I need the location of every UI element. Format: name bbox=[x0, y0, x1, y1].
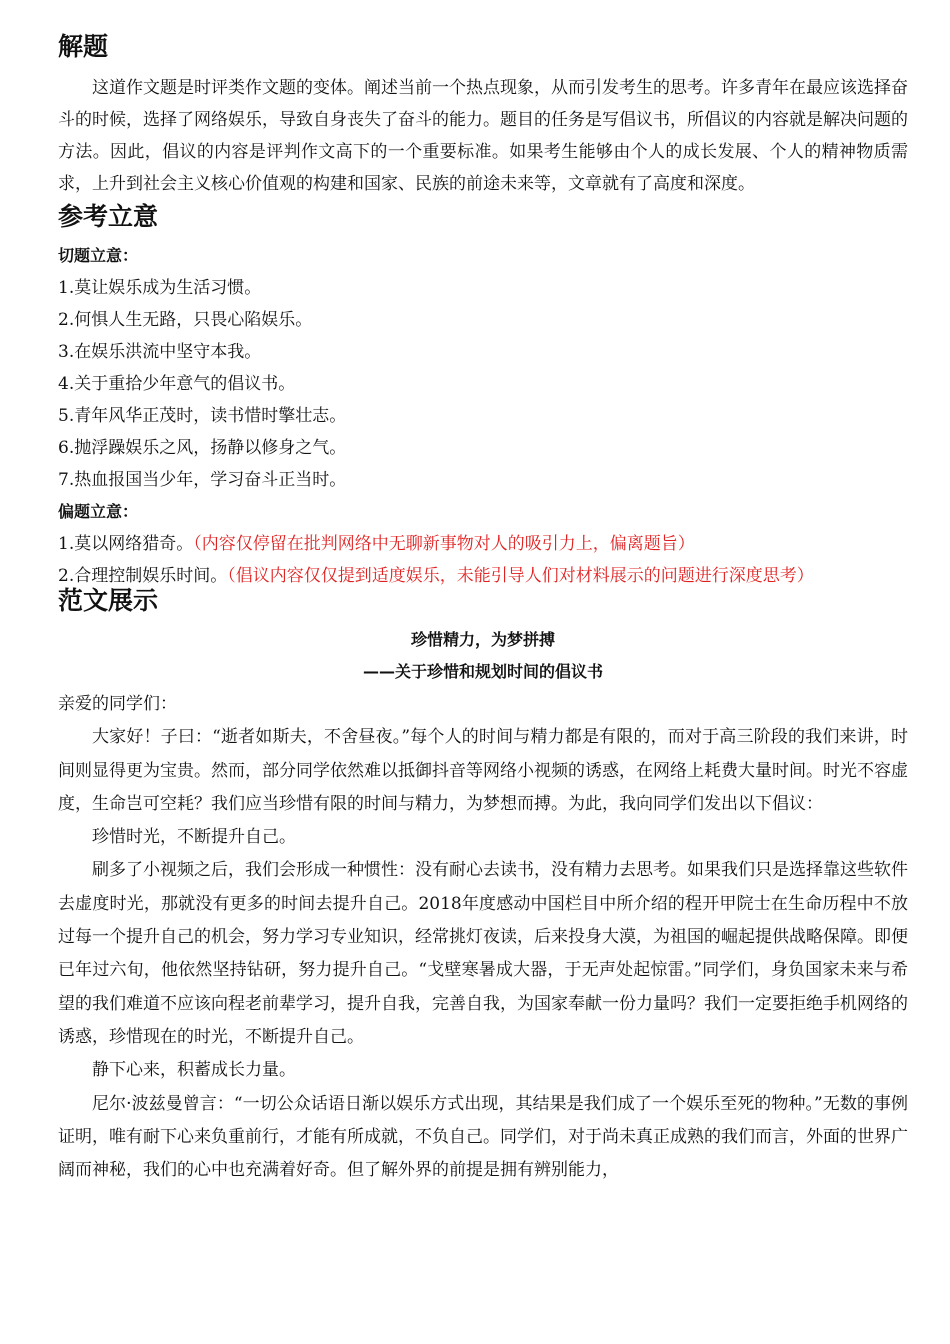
on-topic-item: 4.关于重拾少年意气的倡议书。 bbox=[58, 374, 296, 394]
essay-title: 珍惜精力，为梦拼搏 bbox=[410, 630, 555, 649]
essay-subtitle: ——关于珍惜和规划时间的倡议书 bbox=[362, 662, 603, 681]
off-topic-text: 2.合理控制娱乐时间。 bbox=[58, 566, 228, 586]
document-page bbox=[58, 30, 908, 1187]
off-topic-note: （倡议内容仅仅提到适度娱乐，未能引导人们对材料展示的问题进行深度思考） bbox=[227, 566, 814, 586]
section-heading-jieti: 解题 bbox=[58, 32, 109, 61]
essay-paragraph: 尼尔·波兹曼曾言：“一切公众话语日渐以娱乐方式出现，其结果是我们成了一个娱乐至死的物种。”无数的事例证明，唯有耐下心来负重前行，才能有所成就，不负自己。同学们，对于尚未真正成熟的我们而言，外面的世界广阔而神秘，我们的心中也充满着好奇。但了解外界的前提是拥有辨别能力， bbox=[58, 1093, 908, 1181]
on-topic-item: 6.抛浮躁娱乐之风，扬静以修身之气。 bbox=[58, 438, 347, 458]
essay-paragraph: 刷多了小视频之后，我们会形成一种惯性：没有耐心去读书，没有精力去思考。如果我们只是选择靠这些软件去虚度时光，那就没有更多的时间去提升自己。2018年度感动中国栏目中所介绍的程开甲院士在生命历程中不放过每一个提升自己的机会，努力学习专业知识，经常挑灯夜读，后来投身大漠，为祖国的崛起提供战略保障。即便已年过六旬，他依然坚持钻研，努力提升自己。“戈壁寒暑成大器，于无声处起惊雷。”同学们，身负国家未来与希望的我们难道不应该向程老前辈学习，提升自我，完善自我，为国家奉献一份力量吗？我们一定要拒绝手机网络的诱惑，珍惜现在的时光，不断提升自己。 bbox=[58, 860, 908, 1047]
section-heading-fanwen: 范文展示 bbox=[58, 586, 159, 615]
on-topic-item: 7.热血报国当少年，学习奋斗正当时。 bbox=[58, 470, 347, 490]
off-topic-label: 偏题立意： bbox=[58, 502, 139, 521]
essay-paragraph: 大家好！子曰：“逝者如斯夫，不舍昼夜。”每个人的时间与精力都是有限的，而对于高三阶段的我们来讲，时间则显得更为宝贵。然而，部分同学依然难以抵御抖音等网络小视频的诱惑，在网络上耗费大量时间。时光不容虚度，生命岂可空耗？我们应当珍惜有限的时间与精力，为梦想而搏。为此，我向同学们发出以下倡议： bbox=[58, 727, 908, 814]
off-topic-item bbox=[58, 560, 908, 592]
off-topic-text: 1.莫以网络猎奇。 bbox=[58, 534, 194, 554]
essay-point-heading: 静下心来，积蓄成长力量。 bbox=[92, 1060, 296, 1081]
section-heading-cankao: 参考立意 bbox=[58, 202, 159, 231]
on-topic-item: 5.青年风华正茂时，读书惜时擎壮志。 bbox=[58, 406, 347, 426]
jieti-paragraph: 这道作文题是时评类作文题的变体。阐述当前一个热点现象，从而引发考生的思考。许多青年在最应该选择奋斗的时候，选择了网络娱乐，导致自身丧失了奋斗的能力。题目的任务是写倡议书，所倡议的内容就是解决问题的方法。因此，倡议的内容是评判作文高下的一个重要标准。如果考生能够由个人的成长发展、个人的精神物质需求，上升到社会主义核心价值观的构建和国家、民族的前途未来等，文章就有了高度和深度。 bbox=[58, 78, 908, 194]
on-topic-label: 切题立意： bbox=[58, 246, 139, 265]
essay-point-heading: 珍惜时光，不断提升自己。 bbox=[92, 827, 296, 848]
on-topic-item: 2.何惧人生无路，只畏心陷娱乐。 bbox=[58, 310, 313, 330]
off-topic-item bbox=[58, 528, 908, 560]
essay-greeting: 亲爱的同学们： bbox=[58, 694, 177, 714]
essay-body bbox=[58, 688, 908, 1187]
off-topic-note: （内容仅停留在批判网络中无聊新事物对人的吸引力上，偏离题旨） bbox=[193, 534, 695, 554]
on-topic-item: 3.在娱乐洪流中坚守本我。 bbox=[58, 342, 262, 362]
on-topic-item: 1.莫让娱乐成为生活习惯。 bbox=[58, 278, 262, 298]
